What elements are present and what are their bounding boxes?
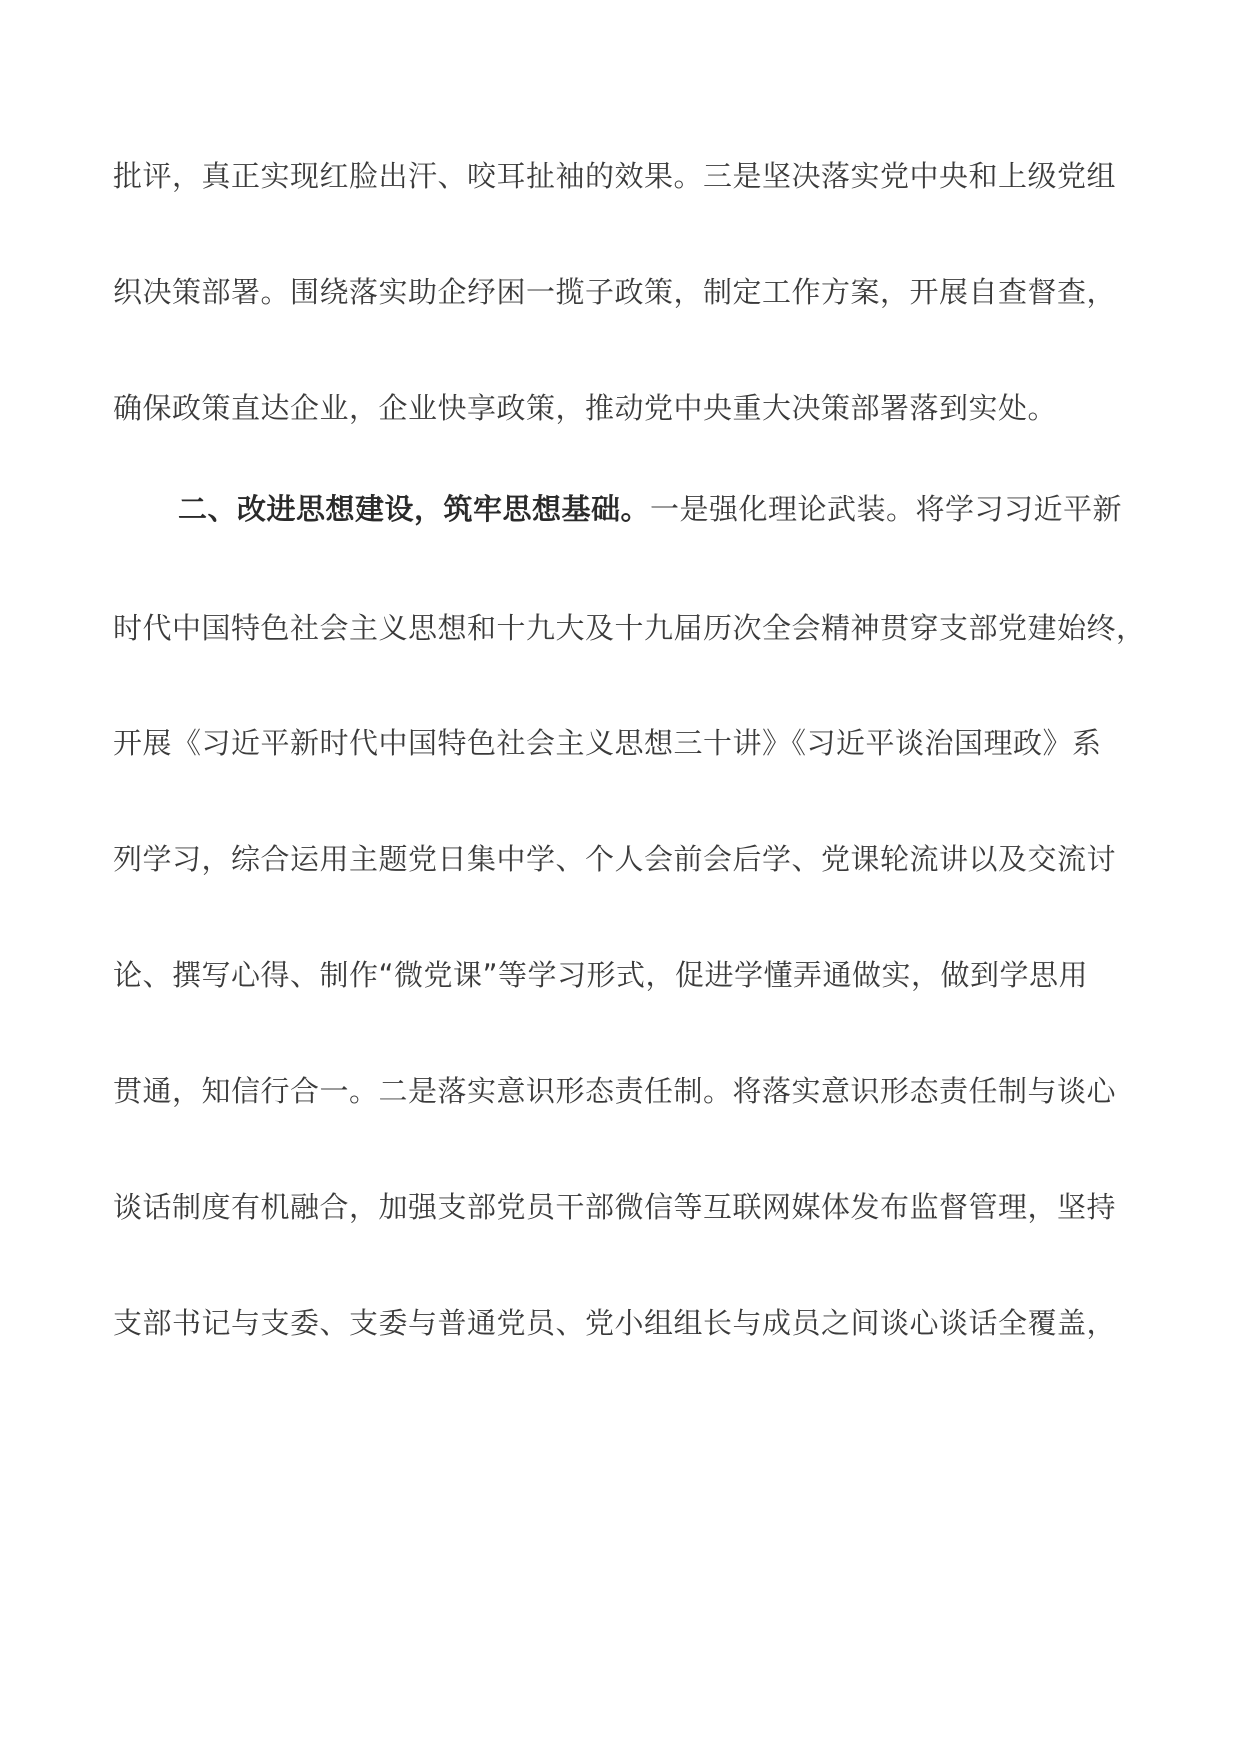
text-line: 确保政策直达企业，企业快享政策，推动党中央重大决策部署落到实处。 [113, 391, 1058, 425]
text-line: 支部书记与支委、支委与普通党员、党小组组长与成员之间谈心谈话全覆盖， [113, 1306, 1117, 1340]
section-heading-line [178, 479, 1153, 539]
text-line: 贯通，知信行合一。二是落实意识形态责任制。将落实意识形态责任制与谈心 [113, 1074, 1117, 1108]
text-line: 列学习，综合运用主题党日集中学、个人会前会后学、党课轮流讲以及交流讨 [113, 842, 1117, 876]
section-heading-text: 一是强化理论武装。将学习习近平新 [650, 492, 1123, 526]
text-line: 批评，真正实现红脸出汗、咬耳扯袖的效果。三是坚决落实党中央和上级党组 [113, 159, 1117, 193]
text-line: 谈话制度有机融合，加强支部党员干部微信等互联网媒体发布监督管理，坚持 [113, 1190, 1117, 1224]
text-line: 织决策部署。围绕落实助企纾困一揽子政策，制定工作方案，开展自查督查， [113, 275, 1117, 309]
text-line: 时代中国特色社会主义思想和十九大及十九届历次全会精神贯穿支部党建始终， [113, 611, 1146, 645]
text-line: 开展《习近平新时代中国特色社会主义思想三十讲》《习近平谈治国理政》系 [113, 726, 1102, 760]
section-heading: 二、改进思想建设，筑牢思想基础。 [178, 492, 651, 526]
text-line: 论、撰写心得、制作“微党课”等学习形式，促进学懂弄通做实，做到学思用 [113, 958, 1089, 992]
